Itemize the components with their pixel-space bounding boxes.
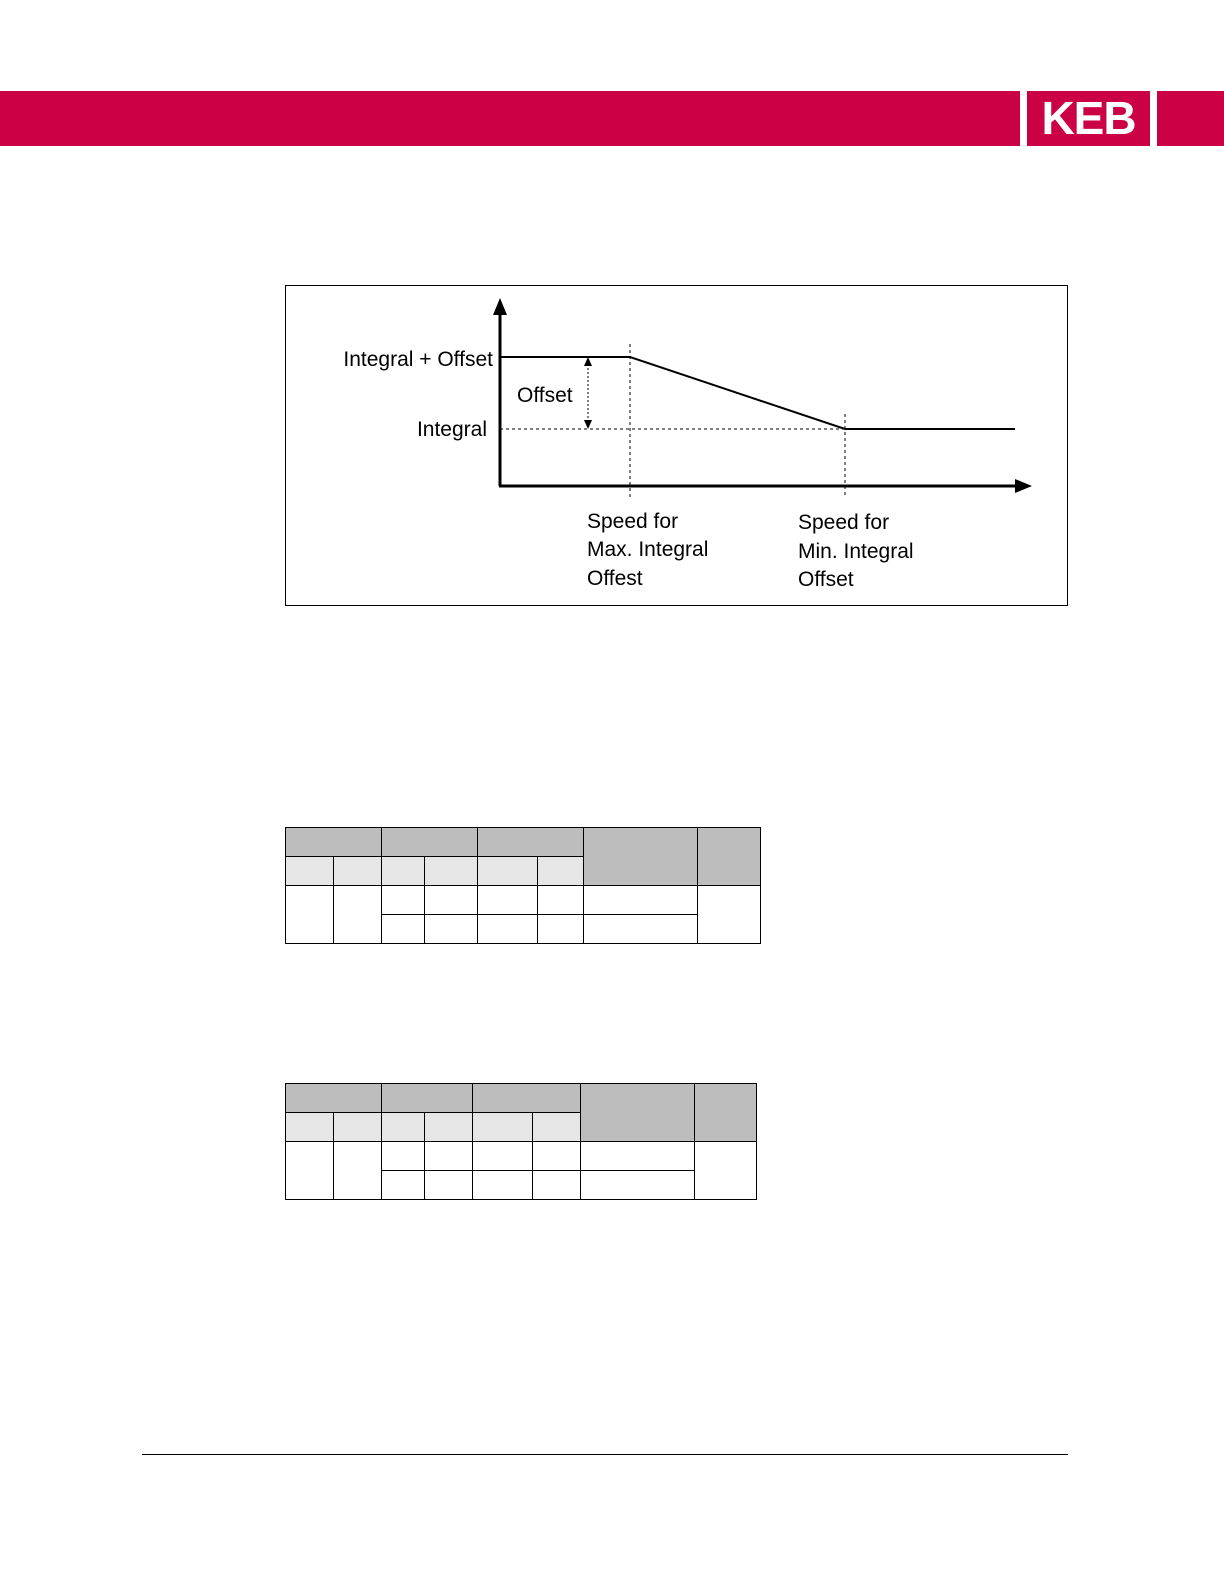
integral-offset-figure — [285, 285, 1068, 606]
table-subheader-cell — [334, 1113, 382, 1142]
table-subheader-cell — [382, 1113, 425, 1142]
table-subheader-cell — [533, 1113, 581, 1142]
table-cell — [382, 915, 425, 944]
table-cell — [581, 1142, 695, 1171]
table-cell — [584, 915, 698, 944]
table-header-cell — [286, 1084, 382, 1113]
table-cell — [334, 886, 382, 944]
table-cell — [695, 1142, 757, 1200]
table-cell — [286, 886, 334, 944]
table-row — [286, 828, 761, 857]
parameter-table-2 — [285, 1083, 757, 1200]
table-subheader-cell — [425, 1113, 473, 1142]
offset-arrow-down-icon — [584, 420, 592, 429]
x-axis-arrow-icon — [1015, 479, 1032, 493]
table-header-cell — [382, 828, 478, 857]
table-cell — [533, 1171, 581, 1200]
table-cell — [425, 1171, 473, 1200]
table-subheader-cell — [286, 1113, 334, 1142]
table-subheader-cell — [538, 857, 584, 886]
table-cell — [473, 1171, 533, 1200]
table-header-cell — [382, 1084, 473, 1113]
offset-arrow-up-icon — [584, 357, 592, 366]
keb-logo — [1020, 91, 1157, 146]
table-header-cell — [473, 1084, 581, 1113]
table-cell — [382, 1171, 425, 1200]
table-cell — [382, 886, 425, 915]
table-header-cell — [698, 828, 761, 886]
label-speed-max-3: Offest — [587, 567, 643, 590]
label-integral: Integral — [416, 418, 487, 441]
table-cell — [286, 1142, 334, 1200]
table-cell — [584, 886, 698, 915]
label-speed-min-2: Min. Integral — [798, 540, 914, 563]
keb-logo-mark — [1027, 91, 1150, 146]
label-speed-max-1: Speed for — [587, 510, 679, 533]
table-cell — [581, 1171, 695, 1200]
table-subheader-cell — [425, 857, 478, 886]
table-cell — [538, 915, 584, 944]
table-row — [286, 886, 761, 915]
table-subheader-cell — [334, 857, 382, 886]
table-subheader-cell — [473, 1113, 533, 1142]
table-cell — [334, 1142, 382, 1200]
table-header-cell — [286, 828, 382, 857]
label-speed-min-1: Speed for — [798, 511, 890, 534]
parameter-table-1 — [285, 827, 761, 944]
table-header-cell — [695, 1084, 757, 1142]
table-subheader-cell — [478, 857, 538, 886]
label-integral-plus-offset: Integral + Offset — [343, 348, 493, 371]
table-cell — [425, 886, 478, 915]
table-row — [286, 1084, 757, 1113]
y-axis-arrow-icon — [493, 298, 507, 315]
table-header-cell — [584, 828, 698, 886]
table-subheader-cell — [382, 857, 425, 886]
table-subheader-cell — [286, 857, 334, 886]
footer-rule — [142, 1454, 1068, 1455]
table-cell — [425, 1142, 473, 1171]
table-row — [286, 1142, 757, 1171]
keb-logo-text: KEB — [1041, 92, 1136, 144]
label-speed-max-2: Max. Integral — [587, 538, 709, 561]
table-cell — [538, 886, 584, 915]
table-cell — [478, 886, 538, 915]
integral-offset-diagram — [286, 286, 1069, 607]
label-offset: Offset — [517, 384, 573, 407]
table-cell — [478, 915, 538, 944]
table-cell — [473, 1142, 533, 1171]
integral-curve — [500, 357, 1015, 429]
table-cell — [425, 915, 478, 944]
table-header-cell — [478, 828, 584, 857]
table-cell — [382, 1142, 425, 1171]
table-cell — [698, 886, 761, 944]
table-cell — [533, 1142, 581, 1171]
table-header-cell — [581, 1084, 695, 1142]
label-speed-min-3: Offset — [798, 568, 854, 591]
